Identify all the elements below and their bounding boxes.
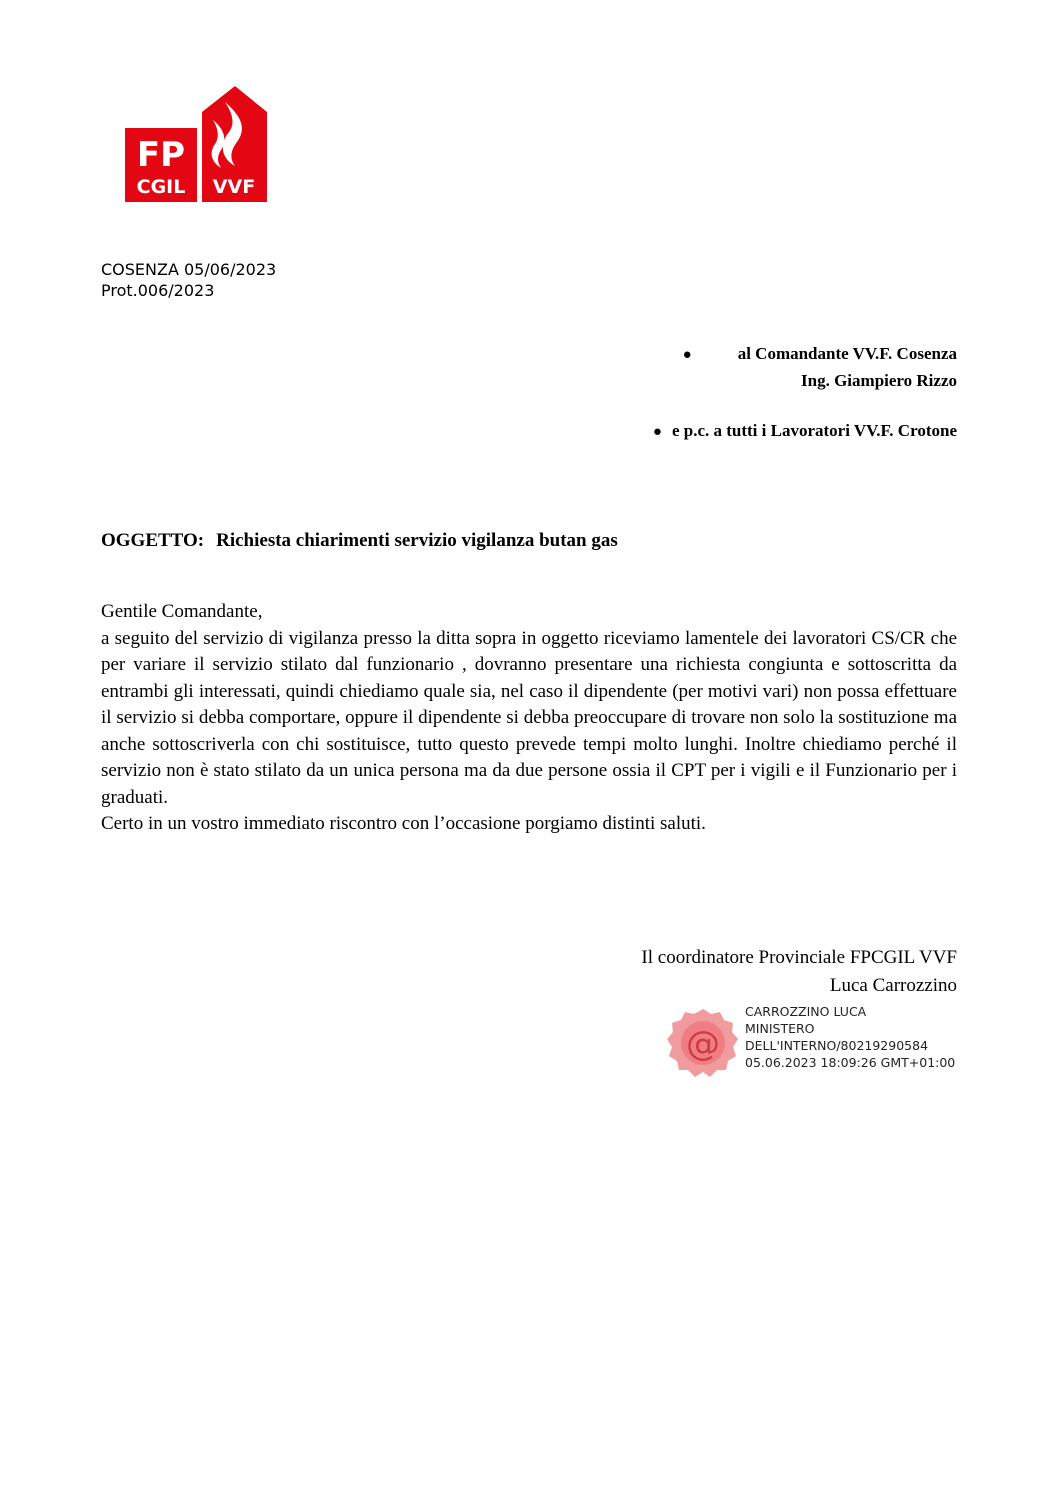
recipient-cc: e p.c. a tutti i Lavoratori VV.F. Crotone bbox=[671, 421, 957, 440]
logo-cgil-text: CGIL bbox=[136, 176, 186, 198]
recipient-line-cc bbox=[653, 418, 957, 445]
signature-block bbox=[641, 944, 957, 1000]
letter-header bbox=[101, 259, 276, 301]
digital-signature-seal-icon bbox=[666, 1006, 740, 1080]
logo-vvf-text: VVF bbox=[212, 176, 256, 198]
sig-timestamp: 05.06.2023 18:09:26 GMT+01:00 bbox=[745, 1055, 956, 1070]
signer-name: Luca Carrozzino bbox=[829, 975, 957, 996]
place-date: COSENZA 05/06/2023 bbox=[101, 260, 277, 279]
body-paragraph: a seguito del servizio di vigilanza presso la ditta sopra in oggetto riceviamo lamentele dei lavoratori CS/CR che per variare il servizio stilato dal funzionario , dovranno presentare una richiesta congiunta e sottoscritta da entrambi gli interessati, quindi chiediamo quale sia, nel caso il dipendente (per motivi vari) non possa effettuare il servizio si debba comportare, oppure il dipendente si debba preoccupare di trovare non solo la sostituzione ma anche sottoscriverla con chi sostituisce, tutto questo prevede tempi molto lunghi. Inoltre chiediamo perché il servizio non è stato stilato da un unica persona ma da due persone ossia il CPT per i vigili e il Funzionario per i graduati. bbox=[101, 627, 957, 808]
subject-text: Richiesta chiarimenti servizio vigilanza butan gas bbox=[216, 530, 618, 551]
protocol-number: Prot.006/2023 bbox=[101, 281, 215, 300]
logo-fp-text: FP bbox=[136, 135, 186, 175]
signer-role: Il coordinatore Provinciale FPCGIL VVF bbox=[641, 947, 957, 968]
subject-label: OGGETTO: bbox=[101, 530, 205, 551]
sig-org: MINISTERO bbox=[745, 1021, 815, 1036]
bullet-icon: ● bbox=[682, 347, 692, 363]
recipient-commander: al Comandante VV.F. Cosenza bbox=[737, 344, 957, 363]
digital-signature-details bbox=[745, 1003, 955, 1071]
subject-line bbox=[101, 528, 618, 554]
sig-signer: CARROZZINO LUCA bbox=[745, 1004, 867, 1019]
recipients-block bbox=[653, 341, 957, 445]
fp-cgil-vvf-logo bbox=[125, 86, 267, 202]
recipient-line-1 bbox=[653, 341, 957, 368]
seal-at-symbol: @ bbox=[686, 1024, 720, 1064]
recipient-name: Ing. Giampiero Rizzo bbox=[801, 371, 957, 390]
salutation: Gentile Comandante, bbox=[101, 601, 263, 622]
bullet-icon: ● bbox=[652, 424, 662, 440]
letter-body bbox=[101, 599, 957, 838]
closing-line: Certo in un vostro immediato riscontro con l’occasione porgiamo distinti saluti. bbox=[101, 813, 706, 834]
sig-org-id: DELL'INTERNO/80219290584 bbox=[745, 1038, 929, 1053]
